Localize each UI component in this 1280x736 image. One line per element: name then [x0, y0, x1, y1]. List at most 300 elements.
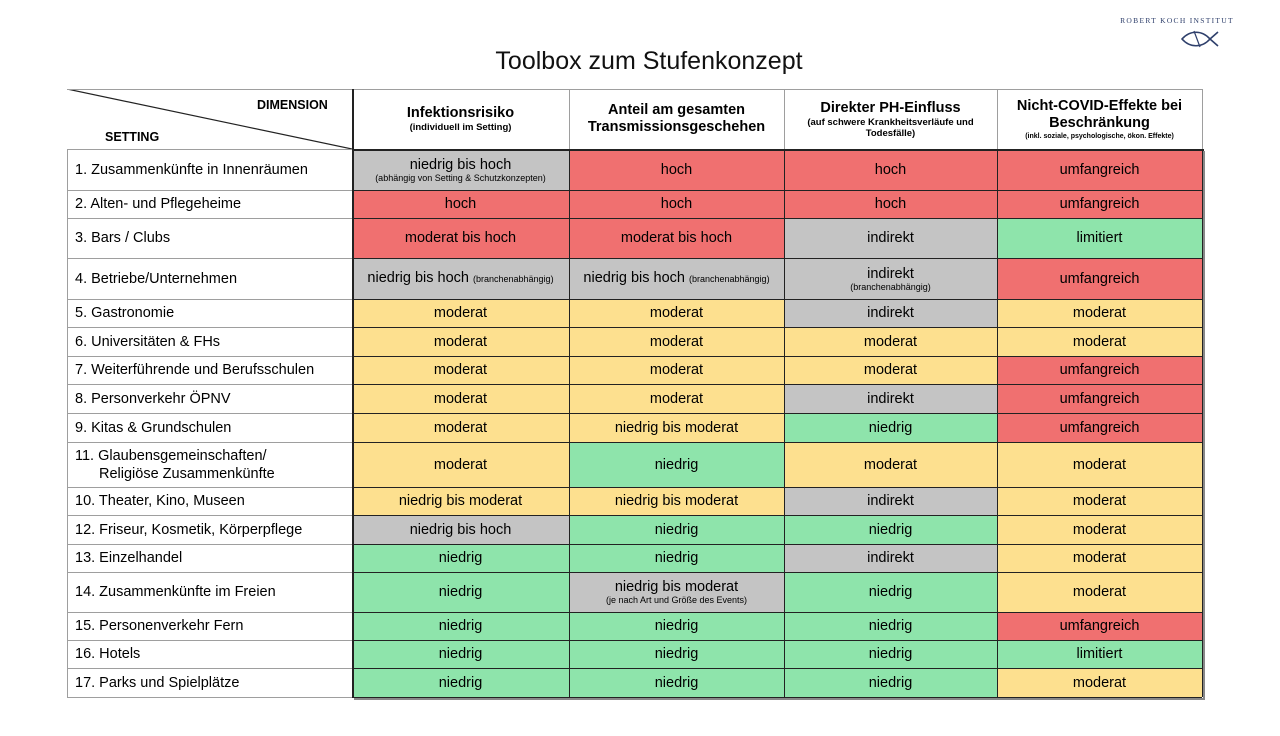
- row-separator: [67, 544, 352, 545]
- rating-text: indirekt: [867, 305, 914, 321]
- column-separator: [784, 89, 785, 149]
- rating-text: umfangreich: [1059, 362, 1140, 378]
- rating-cell: [569, 612, 784, 640]
- row-label: [67, 544, 352, 572]
- row-separator: [352, 668, 1202, 669]
- rating-text: niedrig: [868, 521, 913, 538]
- rating-text: moderat: [1072, 305, 1127, 321]
- rating-text: niedrig: [654, 550, 699, 566]
- row-separator: [67, 384, 352, 385]
- row-separator: [352, 258, 1202, 259]
- rating-line: [1073, 522, 1126, 538]
- rating-cell: [569, 640, 784, 668]
- row-separator: [67, 442, 352, 443]
- rating-line: [439, 675, 483, 691]
- rating-cell: [569, 572, 784, 612]
- row-label-text: [75, 583, 276, 601]
- rating-text: indirekt: [867, 390, 914, 407]
- row-label: [67, 668, 352, 697]
- rating-cell: [784, 299, 997, 327]
- rating-text: moderat: [1072, 521, 1127, 538]
- row-label: [67, 299, 352, 327]
- row-label-text: [75, 229, 170, 247]
- row-label-text: [75, 195, 241, 213]
- row-label-text: [75, 521, 302, 539]
- rating-line: [650, 391, 703, 407]
- rating-cell: [784, 640, 997, 668]
- rating-line: [1060, 162, 1140, 178]
- rating-line: [864, 457, 917, 473]
- column-header-subtitle: (inkl. soziale, psychologische, ökon. Effekte): [1025, 132, 1174, 140]
- rating-cell: [997, 327, 1202, 356]
- rating-line: [655, 675, 699, 691]
- rating-cell: [997, 442, 1202, 487]
- rating-text: moderat: [1072, 456, 1127, 473]
- rating-line: [434, 391, 487, 407]
- rating-line: [1073, 584, 1126, 600]
- rating-text: hoch: [874, 161, 907, 178]
- rating-line: [434, 420, 487, 436]
- rating-line: [434, 334, 487, 350]
- rating-cell: [997, 190, 1202, 218]
- rating-text: niedrig bis moderat: [614, 579, 739, 595]
- logo-text: ROBERT KOCH INSTITUT: [1120, 16, 1234, 25]
- rating-line: [1060, 271, 1140, 287]
- rating-text: moderat: [1072, 550, 1127, 566]
- rating-text: niedrig: [438, 584, 483, 600]
- rating-line: [869, 584, 913, 600]
- rating-text: umfangreich: [1059, 618, 1140, 634]
- rating-line: [1077, 230, 1123, 246]
- rating-text: indirekt: [867, 493, 914, 509]
- rating-text: niedrig bis hoch: [409, 521, 512, 538]
- rating-text: moderat: [433, 333, 488, 350]
- column-separator: [784, 149, 785, 697]
- header-separator: [352, 149, 1202, 151]
- rating-text: niedrig: [868, 618, 913, 634]
- row-label-text: [75, 645, 140, 663]
- row-separator: [352, 612, 1202, 613]
- rating-cell: [997, 258, 1202, 299]
- rating-cell: [784, 544, 997, 572]
- rating-line: [650, 362, 703, 378]
- rating-line: [615, 493, 738, 509]
- rating-cell: [352, 572, 569, 612]
- column-separator: [1202, 89, 1203, 149]
- rating-line: [655, 522, 699, 538]
- row-separator: [352, 487, 1202, 488]
- row-label-line: 15. Personenverkehr Fern: [75, 618, 244, 634]
- row-separator: [67, 356, 352, 357]
- column-header-infektionsrisiko: [352, 89, 569, 149]
- row-label-text: [75, 419, 231, 437]
- row-separator: [67, 258, 352, 259]
- rating-line: [410, 522, 512, 538]
- row-separator: [67, 572, 352, 573]
- rating-line: [1060, 618, 1140, 634]
- page-title: Toolbox zum Stufenkonzept: [495, 47, 803, 75]
- row-label-line: 5. Gastronomie: [75, 305, 175, 321]
- rating-text: moderat: [649, 333, 704, 350]
- row-separator: [67, 515, 352, 516]
- rating-line: [1060, 362, 1140, 378]
- rating-line: [875, 162, 906, 178]
- row-label-line: 6. Universitäten & FHs: [75, 333, 221, 350]
- row-separator: [67, 487, 352, 488]
- row-label: [67, 384, 352, 413]
- rating-text: niedrig bis hoch: [583, 270, 685, 286]
- rating-text: moderat: [1072, 584, 1127, 600]
- rating-text: umfangreich: [1059, 161, 1140, 178]
- rating-cell: [352, 515, 569, 544]
- table-top-border: [352, 89, 1202, 90]
- rating-cell: [352, 668, 569, 697]
- rating-cell: [997, 640, 1202, 668]
- row-separator: [352, 544, 1202, 545]
- rating-line: [1073, 493, 1126, 509]
- row-label: [67, 515, 352, 544]
- rating-note: (branchenabhängig): [473, 274, 554, 284]
- rating-cell: [997, 218, 1202, 258]
- dimension-label: DIMENSION: [257, 98, 328, 112]
- rating-line: [439, 550, 483, 566]
- column-header-nicht-covid-effekte: [997, 89, 1202, 149]
- rating-line: [875, 196, 906, 212]
- rating-cell: [352, 258, 569, 299]
- rating-text: niedrig bis hoch: [367, 270, 469, 286]
- rating-line: [1073, 334, 1126, 350]
- rating-cell: [569, 149, 784, 190]
- rating-text: niedrig: [868, 646, 913, 662]
- row-label-line: 16. Hotels: [75, 646, 141, 662]
- row-separator: [352, 218, 1202, 219]
- rating-cell: [352, 218, 569, 258]
- rating-text: niedrig: [654, 618, 699, 634]
- row-separator: [67, 149, 352, 150]
- rating-cell: [784, 668, 997, 697]
- rating-note: (branchenabhängig): [850, 281, 931, 292]
- row-separator: [352, 572, 1202, 573]
- row-label-line: 13. Einzelhandel: [75, 550, 183, 566]
- rating-cell: [997, 668, 1202, 697]
- rating-line: [621, 230, 732, 246]
- rating-note: (abhängig von Setting & Schutzkonzepten): [375, 172, 546, 183]
- row-label-text: [75, 674, 239, 692]
- row-label-line: 2. Alten- und Pflegeheime: [75, 196, 242, 212]
- rating-line: [1073, 305, 1126, 321]
- rating-cell: [569, 218, 784, 258]
- rating-cell: [569, 327, 784, 356]
- rating-note: (branchenabhängig): [689, 274, 770, 284]
- rating-cell: [784, 190, 997, 218]
- rating-line: [615, 420, 738, 436]
- rating-cell: [569, 258, 784, 299]
- rating-text: umfangreich: [1059, 270, 1140, 287]
- rating-cell: [352, 299, 569, 327]
- rating-text: niedrig: [654, 456, 699, 473]
- rating-cell: [784, 572, 997, 612]
- rating-cell: [997, 299, 1202, 327]
- rating-line: [399, 493, 522, 509]
- rating-text: niedrig bis hoch: [409, 156, 512, 173]
- rating-text: moderat: [863, 456, 918, 473]
- rating-line: [869, 618, 913, 634]
- column-header-subtitle: (auf schwere Krankheitsverläufe und Todesfälle): [807, 116, 974, 139]
- row-separator: [67, 299, 352, 300]
- rating-cell: [352, 190, 569, 218]
- row-label-text: [75, 161, 308, 179]
- rating-line: [615, 579, 738, 595]
- rating-text: moderat: [433, 362, 488, 378]
- row-label-text: [75, 492, 245, 510]
- rating-text: moderat bis hoch: [620, 230, 733, 246]
- column-separator: [569, 89, 570, 149]
- rating-cell: [352, 149, 569, 190]
- rating-cell: [784, 327, 997, 356]
- row-label-text: [75, 617, 243, 635]
- rating-cell: [784, 515, 997, 544]
- row-label-line: 11. Glaubensgemeinschaften/: [75, 447, 267, 464]
- rating-text: moderat: [433, 390, 488, 407]
- row-label-line: 17. Parks und Spielplätze: [75, 674, 240, 691]
- rating-cell: [569, 544, 784, 572]
- rating-cell: [784, 218, 997, 258]
- table-left-border: [67, 149, 68, 697]
- row-label-line: 9. Kitas & Grundschulen: [75, 419, 232, 436]
- row-separator: [67, 612, 352, 613]
- row-label-line: 8. Personverkehr ÖPNV: [75, 390, 231, 407]
- rating-text: moderat: [649, 305, 704, 321]
- rating-line: [867, 305, 914, 321]
- rating-line: [1073, 550, 1126, 566]
- row-separator: [67, 218, 352, 219]
- row-label-text: [75, 447, 275, 483]
- rating-line: [1060, 196, 1140, 212]
- rating-cell: [997, 413, 1202, 442]
- rating-text: niedrig: [868, 674, 913, 691]
- row-label-text: [75, 304, 174, 322]
- rating-cell: [997, 612, 1202, 640]
- rating-text: niedrig: [438, 646, 483, 662]
- column-header-title: Direkter PH-Einfluss: [820, 99, 961, 116]
- rating-text: moderat bis hoch: [404, 230, 517, 246]
- rating-line: [869, 420, 913, 436]
- rating-line: [1060, 420, 1140, 436]
- rating-cell: [569, 487, 784, 515]
- rating-text: limitiert: [1076, 646, 1123, 662]
- rating-line: [661, 196, 692, 212]
- row-separator: [352, 515, 1202, 516]
- column-header-anteil-transmission: [569, 89, 784, 149]
- row-separator: [352, 356, 1202, 357]
- rating-cell: [569, 442, 784, 487]
- row-label: [67, 442, 352, 487]
- column-header-title: Anteil am gesamten Transmissionsgeschehen: [587, 102, 766, 135]
- row-separator: [352, 190, 1202, 191]
- rating-cell: [569, 668, 784, 697]
- row-label: [67, 413, 352, 442]
- rating-line: [869, 646, 913, 662]
- row-label-line: 12. Friseur, Kosmetik, Körperpflege: [75, 521, 303, 538]
- rating-cell: [352, 612, 569, 640]
- row-label: [67, 190, 352, 218]
- rating-line: [445, 196, 476, 212]
- rating-text: niedrig: [438, 674, 483, 691]
- row-separator: [352, 384, 1202, 385]
- rating-text: umfangreich: [1059, 419, 1140, 436]
- table-shadow: [1203, 151, 1205, 699]
- rating-line: [655, 550, 699, 566]
- column-separator: [997, 89, 998, 149]
- rating-text: moderat: [433, 419, 488, 436]
- row-label-line: 3. Bars / Clubs: [75, 230, 171, 246]
- rating-line: [867, 550, 914, 566]
- rating-line: [867, 266, 914, 282]
- rating-text: moderat: [863, 333, 918, 350]
- row-separator: [352, 413, 1202, 414]
- rating-cell: [352, 327, 569, 356]
- rating-text: niedrig: [868, 419, 913, 436]
- rating-cell: [997, 487, 1202, 515]
- rating-text: hoch: [660, 161, 693, 178]
- row-label-text: [75, 361, 314, 379]
- row-label-text: [75, 549, 182, 567]
- rating-line: [650, 305, 703, 321]
- rating-cell: [784, 356, 997, 384]
- row-label: [67, 327, 352, 356]
- rating-cell: [784, 384, 997, 413]
- row-label-line: Religiöse Zusammenkünfte: [99, 465, 275, 482]
- row-separator: [67, 697, 352, 698]
- row-separator: [352, 327, 1202, 328]
- row-separator: [67, 668, 352, 669]
- rating-text: moderat: [649, 390, 704, 407]
- rating-cell: [997, 544, 1202, 572]
- row-label-line: 14. Zusammenkünfte im Freien: [75, 584, 276, 600]
- rating-text: niedrig: [654, 521, 699, 538]
- rating-line: [864, 362, 917, 378]
- rating-text: moderat: [1072, 493, 1127, 509]
- table-top-border: [67, 89, 352, 90]
- rating-text: umfangreich: [1059, 390, 1140, 407]
- rating-text: niedrig: [654, 646, 699, 662]
- row-separator: [67, 413, 352, 414]
- row-label-text: [75, 333, 220, 351]
- rating-cell: [352, 384, 569, 413]
- rating-cell: [352, 487, 569, 515]
- row-label-line: 10. Theater, Kino, Museen: [75, 493, 245, 509]
- rating-cell: [352, 640, 569, 668]
- row-label-line: 7. Weiterführende und Berufsschulen: [75, 362, 315, 378]
- row-separator: [67, 327, 352, 328]
- row-label: [67, 258, 352, 299]
- rating-cell: [352, 544, 569, 572]
- rating-text: limitiert: [1076, 230, 1123, 246]
- rating-cell: [569, 384, 784, 413]
- rating-line: [439, 646, 483, 662]
- table-shadow: [354, 698, 1205, 700]
- rating-cell: [569, 356, 784, 384]
- row-label: [67, 487, 352, 515]
- rating-line: [439, 618, 483, 634]
- rating-cell: [997, 572, 1202, 612]
- rating-text: niedrig: [868, 584, 913, 600]
- row-label-text: [75, 390, 231, 408]
- setting-label: SETTING: [105, 130, 160, 144]
- rating-text: niedrig bis moderat: [614, 493, 739, 509]
- rating-cell: [784, 612, 997, 640]
- rating-cell: [569, 515, 784, 544]
- rating-cell: [352, 356, 569, 384]
- rating-cell: [997, 356, 1202, 384]
- row-label: [67, 149, 352, 190]
- row-separator: [352, 442, 1202, 443]
- rating-cell: [569, 299, 784, 327]
- rating-note: (je nach Art und Größe des Events): [605, 595, 748, 605]
- row-separator: [352, 640, 1202, 641]
- rating-line: [867, 230, 914, 246]
- rating-line: [1060, 391, 1140, 407]
- column-header-title: Infektionsrisiko: [406, 105, 515, 121]
- rating-text: hoch: [660, 196, 693, 212]
- rating-text: moderat: [1072, 674, 1127, 691]
- rating-text: niedrig: [438, 550, 483, 566]
- row-separator: [67, 190, 352, 191]
- rating-line: [1077, 646, 1123, 662]
- rating-line: [661, 162, 692, 178]
- rating-line: [405, 230, 516, 246]
- rating-cell: [569, 413, 784, 442]
- rating-line: [434, 362, 487, 378]
- rating-line: [655, 646, 699, 662]
- column-separator: [569, 149, 570, 697]
- row-separator: [67, 640, 352, 641]
- row-label: [67, 612, 352, 640]
- rating-line: [650, 334, 703, 350]
- column-header-title: Nicht-COVID-Effekte bei Beschränkung: [1016, 97, 1183, 131]
- rating-cell: [352, 442, 569, 487]
- rating-text: hoch: [444, 196, 477, 212]
- row-separator: [352, 299, 1202, 300]
- rating-line: [864, 334, 917, 350]
- rating-cell: [784, 149, 997, 190]
- rating-line: [655, 618, 699, 634]
- rating-line: [583, 270, 769, 287]
- rating-text: hoch: [874, 196, 907, 212]
- rating-line: [434, 457, 487, 473]
- rating-text: indirekt: [867, 230, 914, 246]
- rating-text: niedrig: [654, 674, 699, 691]
- rating-cell: [997, 515, 1202, 544]
- rating-line: [367, 270, 553, 287]
- row-label: [67, 218, 352, 258]
- rating-line: [439, 584, 483, 600]
- row-label-line: 4. Betriebe/Unternehmen: [75, 270, 238, 287]
- rating-line: [1073, 457, 1126, 473]
- rating-line: [867, 493, 914, 509]
- rating-line: [410, 157, 512, 173]
- rating-cell: [997, 149, 1202, 190]
- column-header-subtitle: (individuell im Setting): [409, 122, 512, 133]
- row-label-line: 1. Zusammenkünfte in Innenräumen: [75, 161, 308, 178]
- rating-line: [869, 522, 913, 538]
- rating-text: moderat: [649, 362, 704, 378]
- rating-text: moderat: [863, 362, 918, 378]
- rating-text: indirekt: [867, 265, 914, 282]
- rating-cell: [784, 442, 997, 487]
- rating-text: moderat: [1072, 333, 1127, 350]
- rating-cell: [784, 258, 997, 299]
